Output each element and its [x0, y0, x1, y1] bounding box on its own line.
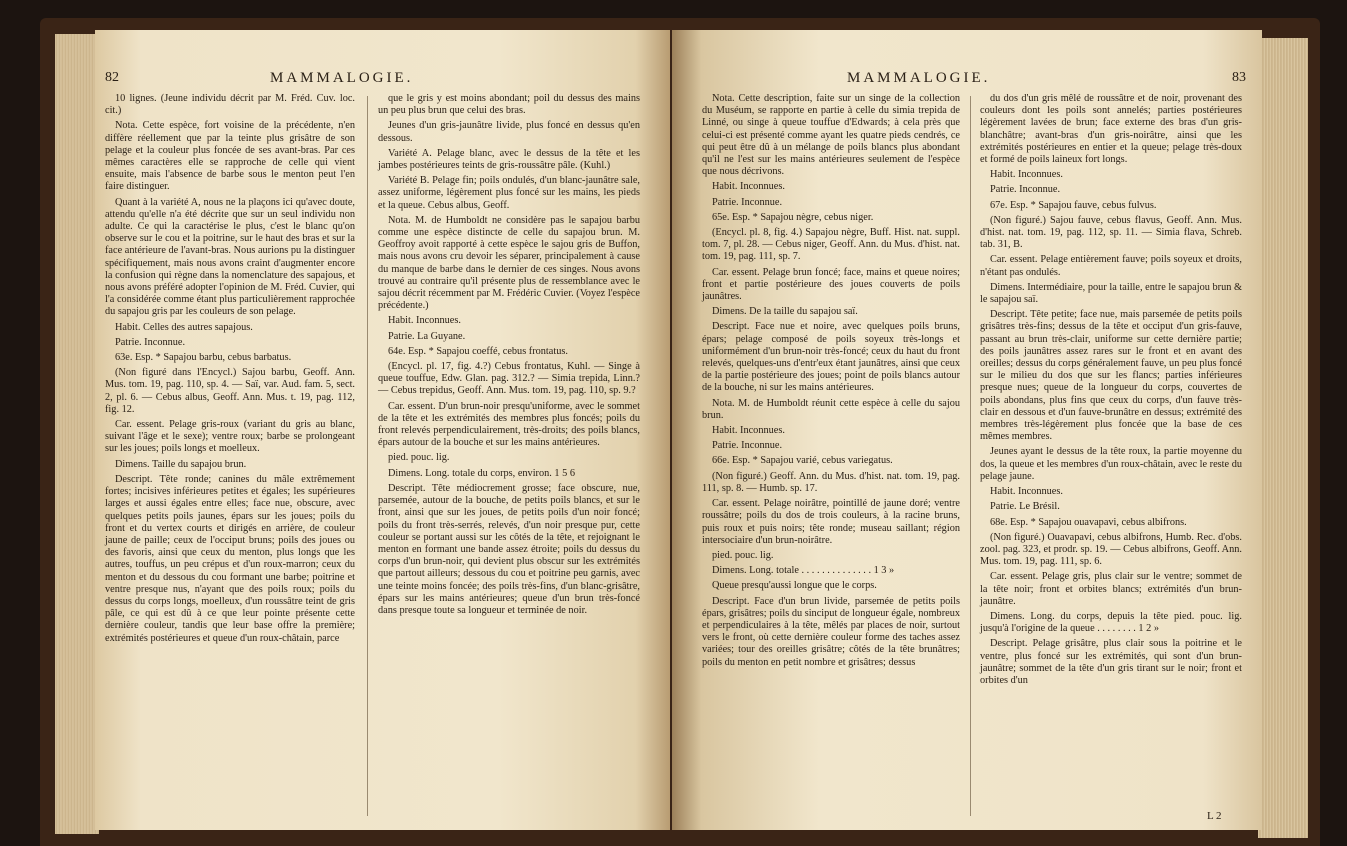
- right-page-number: 83: [1232, 70, 1246, 85]
- paragraph: Descript. Face d'un brun livide, parsemée de petits poils épars, grisâtres; poils du sinciput de longueur égale, nombreux et perpendiculaires à la tête, mêlés par places de noir, surtout vers le front, où cette dernière couleur forme des taches assez variées; tour des oreilles grisâtre; côtés de la tête brunâtres; poils du menton en petit nombre et grisâtres; dessus: [702, 595, 960, 668]
- paragraph: Habit. Celles des autres sapajous.: [115, 321, 253, 333]
- paragraph: Habit. Inconnues.: [388, 315, 461, 327]
- paragraph: Car. essent. Pelage gris-roux (variant du gris au blanc, suivant l'âge et le sexe); ventre roux; barbe se prolongeant sur les joues; poils longs et moelleux.: [105, 419, 355, 455]
- paragraph: 63e. Esp. * Sapajou barbu, cebus barbatus.: [115, 352, 292, 364]
- paragraph: Car. essent. Pelage brun foncé; face, mains et queue noires; front et partie postérieure des joues couverts de poils jaunâtres.: [702, 266, 960, 303]
- paragraph: Descript. Tête petite; face nue, mais parsemée de petits poils grisâtres très-fins; dessus de la tête et occiput d'un gris-fauve, passant au brun très-clair, uniforme sur cette dernière partie; des poils jaunâtres assez rares sur le front et en avant des oreilles; dessus du corps généralement fauve, un peu plus foncé sur le milieu du dos que sur les flancs; parties inférieures presque nues; queue de la longueur du corps, couvertes de poils abondans, plus fins que ceux du corps, d'un fauve très-clair en dessous et d'un fauve-brunâtre en dessus; extrémité des membres très-légèrement plus foncée que la base de ces mêmes membres.: [980, 309, 1242, 443]
- paragraph: (Non figuré dans l'Encycl.) Sajou barbu, Geoff. Ann. Mus. tom. 19, pag. 110, sp. 4. — Saï, var. Aud. fam. 5, sect. 2, pl. 6. — Cebus albus, Geoff. Ann. Mus. t. 19, pag. 112, fig. 12.: [105, 367, 355, 415]
- left-page-number: 82: [105, 70, 119, 85]
- paragraph: Patrie. Inconnue.: [990, 184, 1061, 196]
- paragraph: (Non figuré.) Sajou fauve, cebus flavus, Geoff. Ann. Mus. d'hist. nat. tom. 19, pag. 112, sp. 11. — Simia flava, Schreb. tab. 31, B.: [980, 214, 1242, 251]
- paragraph: Variété A. Pelage blanc, avec le dessus de la tête et les jambes postérieures teints de gris-roussâtre pâle. (Kuhl.): [378, 147, 640, 172]
- paragraph: Car. essent. Pelage gris, plus clair sur le ventre; sommet de la tête noir; front et orbites blancs; extrémités d'un brun-jaunâtre.: [980, 571, 1242, 607]
- paragraph: 10 lignes. (Jeune individu décrit par M. Fréd. Cuv. loc. cit.): [105, 93, 355, 117]
- paragraph: du dos d'un gris mêlé de roussâtre et de noir, provenant des couleurs dont les poils sont annelés; parties postérieures légèrement lavées de brun; face externe des bras d'un gris-blanchâtre; avant-bras d'un gris-noirâtre, ainsi que les extrémités postérieures en entier et la queue; pelage très-doux et formé de poils laineux fort longs.: [980, 93, 1242, 166]
- paragraph: Car. essent. Pelage noirâtre, pointillé de jaune doré; ventre roussâtre; poils du dos de trois couleurs, à la racine bruns, puis roux et puis noirs; tête ronde; museau saillant; région intersociaire d'un brun-noirâtre.: [702, 498, 960, 546]
- paragraph: (Non figuré.) Ouavapavi, cebus albifrons, Humb. Rec. d'obs. zool. pag. 323, et prodr. sp. 19. — Cebus albifrons, Geoff. Ann. Mus. tom. 19, pag. 111, sp. 6.: [980, 531, 1242, 568]
- paragraph: Jeunes d'un gris-jaunâtre livide, plus foncé en dessus qu'en dessous.: [378, 120, 640, 144]
- paragraph: (Encycl. pl. 17, fig. 4.?) Cebus frontatus, Kuhl. — Singe à queue touffue, Edw. Glan. pag. 312.? — Simia trepida, Linn.? — Cebus trepidus, Geoff. Ann. Mus. tom. 19, pag. 110, sp. 9.?: [378, 361, 640, 397]
- paragraph: Patrie. Inconnue.: [712, 440, 783, 452]
- paragraph: Dimens. De la taille du sapajou saï.: [712, 306, 858, 318]
- paragraph: que le gris y est moins abondant; poil du dessus des mains un peu plus brun que celui des bras.: [378, 93, 640, 117]
- paragraph: Queue presqu'aussi longue que le corps.: [712, 580, 877, 592]
- left-running-head: MAMMALOGIE.: [270, 70, 414, 86]
- paragraph: Nota. Cette espèce, fort voisine de la précédente, n'en diffère réellement que par la teinte plus grisâtre de son pelage et la couleur plus foncée de ses avant-bras. Par ces mêmes caractères elle se rapproche de celle qui vient ensuite, mais l'absence de barbe sous le menton peut l'en faire distinguer.: [105, 120, 355, 193]
- right-column-2: [980, 93, 1242, 690]
- paragraph: Descript. Tête médiocrement grosse; face obscure, nue, parsemée, autour de la bouche, de petits poils blancs, et sur le front, ainsi que sur les joues, de petits poils d'un noir foncé; poils du front très-serrés, relevés, d'un noir presque pur, cette couleur se portant aussi sur les côtés de la tête, et rejoignant le menton en formant une bande assez étroite; poils du dessus du corps d'un brun-noir, qui devient plus obscur sur les extrémités que partout ailleurs; dessous du cou et poitrine peu garnis, avec une teinte moins foncée; des poils très-fins, d'un blanc-grisâtre, épars sur les mains antérieures; queue d'un brun très-foncé dans presque toute sa longueur et terminée de noir.: [378, 482, 640, 616]
- paragraph: 66e. Esp. * Sapajou varié, cebus variegatus.: [712, 455, 893, 467]
- paragraph: Habit. Inconnues.: [712, 181, 785, 193]
- paragraph: 68e. Esp. * Sapajou ouavapavi, cebus albifrons.: [990, 516, 1187, 528]
- paragraph: Descript. Tête ronde; canines du mâle extrêmement fortes; incisives inférieures petites et égales; les supérieures larges et aussi égales entre elles; face nue, obscure, avec quelques petits poils jaunes, épars sur les joues; poils du front et du vertex courts et dirigés en arrière, de couleur jaune de paille; ceux de l'occiput bruns; poils des joues ou des favoris, ainsi que ceux du menton, plus longs que les autres, touffus, un peu crépus et d'un roux-marron; ceux du menton et du dessous du cou formant une barbe; poitrine et ventre presque nus, n'ayant que des poils roux; poils du dessus du corps longs, moelleux, d'un roussâtre teint de gris pâle, ce qui est dû à ce que leur pointe présente cette dernière couleur, tandis que leur base offre la première; extrémités postérieures et queue d'un roux-châtain, parce: [105, 473, 355, 644]
- paragraph: Descript. Pelage grisâtre, plus clair sous la poitrine et le ventre, plus foncé sur les extrémités, qui sont d'un brun-jaunâtre; sommet de la tête d'un gris tirant sur le noir; front et orbites d'un: [980, 638, 1242, 686]
- paragraph: Patrie. Le Brésil.: [990, 501, 1060, 513]
- right-running-head: MAMMALOGIE.: [847, 70, 991, 86]
- paragraph: Dimens. Long. totale . . . . . . . . . . . . . . 1 3 »: [712, 565, 895, 577]
- left-column-rule: [367, 96, 368, 816]
- right-page: [672, 30, 1262, 830]
- paragraph: Dimens. Long. totale du corps, environ. 1 5 6: [388, 467, 576, 479]
- paragraph: Quant à la variété A, nous ne la plaçons ici qu'avec doute, attendu qu'elle n'a été décrite que sur un seul individu non adulte. Ce qui la caractérise le plus, c'est le blanc qu'on observe sur le cou et la poitrine, sur le haut des bras et sur la face antérieure de l'avant-bras. Nous aurions pu la distinguer spécifiquement, mais nous avons craint d'augmenter encore la confusion qui règne dans la nomenclature des sapajous, et nous avons préféré adopter l'opinion de M. Fréd. Cuvier, qui l'a considérée comme étant plus particulièrement rapprochée du sapajou gris par les couleurs de son pelage.: [105, 196, 355, 318]
- paragraph: Patrie. La Guyane.: [388, 330, 466, 342]
- paragraph: Patrie. Inconnue.: [115, 336, 186, 348]
- paragraph: Dimens. Long. du corps, depuis la tête pied. pouc. lig. jusqu'à l'origine de la queue . . . . . . . . 1 2 »: [980, 610, 1242, 635]
- paragraph: Nota. M. de Humboldt réunit cette espèce à celle du sajou brun.: [702, 397, 960, 421]
- paragraph: Habit. Inconnues.: [990, 486, 1063, 498]
- right-page-edges: [1258, 38, 1308, 838]
- paragraph: (Encycl. pl. 8, fig. 4.) Sapajou nègre, Buff. Hist. nat. suppl. tom. 7, pl. 28. — Cebus niger, Geoff. Ann. du Mus. d'hist. nat. tom. 19, pag. 111, sp. 7.: [702, 227, 960, 263]
- paragraph: 65e. Esp. * Sapajou nègre, cebus niger.: [712, 211, 874, 223]
- paragraph: pied. pouc. lig.: [388, 452, 450, 464]
- paragraph: Car. essent. D'un brun-noir presqu'uniforme, avec le sommet de la tête et les extrémités des membres plus foncés; poils du front relevés perpendiculairement, très-droits; des poils blancs, épars autour de la bouche et sur les mains antérieures.: [378, 400, 640, 449]
- right-column-rule: [970, 96, 971, 816]
- paragraph: Car. essent. Pelage entièrement fauve; poils soyeux et droits, n'étant pas ondulés.: [980, 254, 1242, 278]
- left-column-2: [378, 93, 640, 620]
- paragraph: (Non figuré.) Geoff. Ann. du Mus. d'hist. nat. tom. 19, pag. 111, sp. 8. — Humb. sp. 17.: [702, 470, 960, 494]
- paragraph: Patrie. Inconnue.: [712, 196, 783, 208]
- paragraph: Dimens. Intermédiaire, pour la taille, entre le sapajou brun & le sapajou saï.: [980, 281, 1242, 306]
- paragraph: Descript. Face nue et noire, avec quelques poils bruns, épars; pelage composé de poils soyeux très-longs et uniformément d'un brun-noir très-foncé; ceux du haut du front relevés, quelques-uns d'entr'eux étant jaunâtres, ainsi que ceux de la partie postérieure des joues; point de poils blancs autour de la bouche, ni sur les mains antérieures.: [702, 321, 960, 394]
- signature-mark: L 2: [1207, 810, 1222, 822]
- paragraph: Nota. Cette description, faite sur un singe de la collection du Muséum, se rapporte en partie à celle du simia trepida de Linné, ou singe à queue touffue d'Edwards; à cela près que celui-ci est présenté comme ayant les quatre pieds cendrés, ce qui peut être dû à un mélange de poils blancs plus abondant qu'il ne l'est sur les mains antérieures seulement de l'espèce que nous décrivons.: [702, 93, 960, 178]
- paragraph: Habit. Inconnues.: [712, 425, 785, 437]
- paragraph: 64e. Esp. * Sapajou coeffé, cebus frontatus.: [388, 345, 568, 357]
- paragraph: Habit. Inconnues.: [990, 169, 1063, 181]
- paragraph: pied. pouc. lig.: [712, 549, 774, 561]
- left-page-edges: [55, 34, 99, 834]
- paragraph: Nota. M. de Humboldt ne considère pas le sapajou barbu comme une espèce distincte de celle du sapajou brun. M. Geoffroy avoit rapporté à cette espèce le sajou gris de Buffon, mais nous avons cru devoir les séparer, principalement à cause du manque de barbe dans le dernier de ces singes. Nous avons trouvé au contraire qu'il présente plus de ressemblance avec le sajou décrit récemment par M. Frédéric Cuvier. (Voyez l'espèce précédente.): [378, 214, 640, 312]
- left-column-1: [105, 93, 355, 648]
- left-page: [95, 30, 670, 830]
- paragraph: Dimens. Taille du sapajou brun.: [115, 458, 247, 470]
- right-column-1: [702, 93, 960, 672]
- paragraph: Variété B. Pelage fin; poils ondulés, d'un blanc-jaunâtre sale, assez uniforme, légèrement plus foncé sur les mains, les pieds et la queue. Cebus albus, Geoff.: [378, 175, 640, 211]
- paragraph: Jeunes ayant le dessus de la tête roux, la partie moyenne du dos, la queue et les membres d'un roux-châtain, avec le reste du pelage jaune.: [980, 446, 1242, 482]
- paragraph: 67e. Esp. * Sapajou fauve, cebus fulvus.: [990, 199, 1157, 211]
